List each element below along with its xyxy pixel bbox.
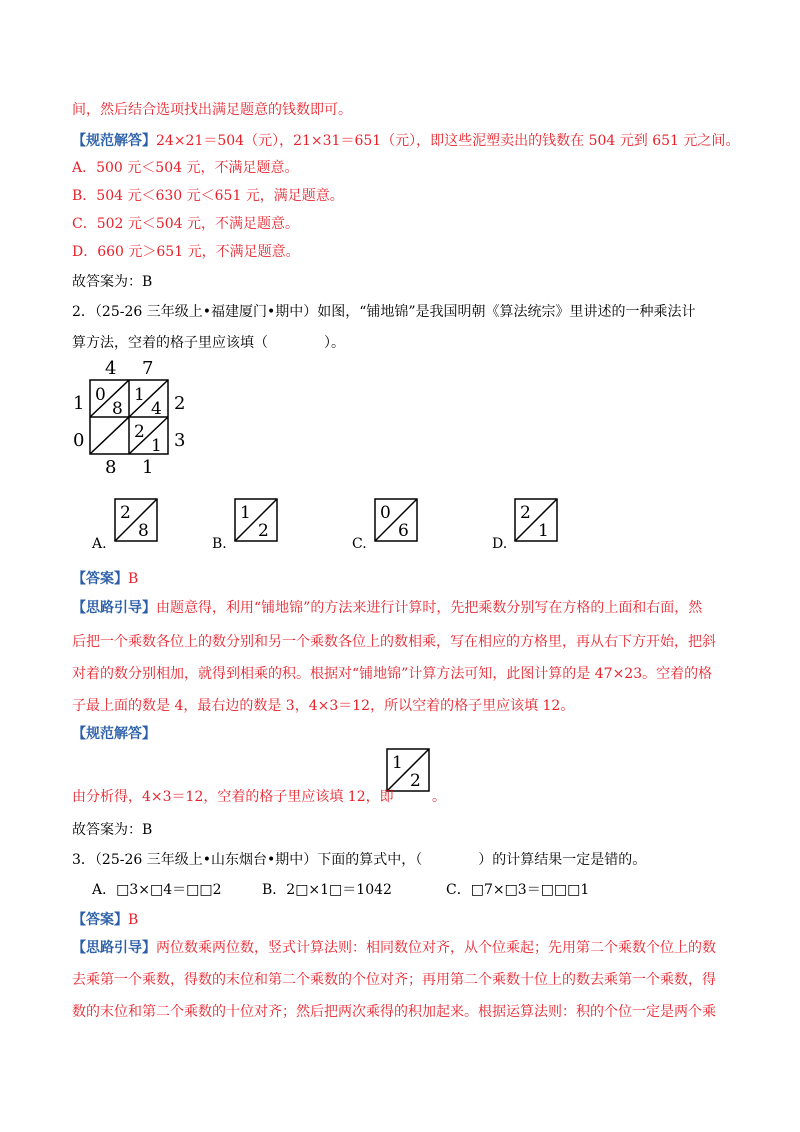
cell-12-tens: 1	[134, 385, 145, 405]
option-a-up: 2	[120, 503, 131, 523]
cell-11-ones: 8	[112, 399, 123, 419]
left-digit-2: 0	[73, 430, 85, 451]
solution-line	[72, 131, 739, 151]
hint-q3-text-1: 两位数乘两位数，竖式计算法则：相同数位对齐，从个位乘起；先用第二个乘数个位上的数	[156, 940, 716, 956]
hint-line-1	[72, 598, 702, 618]
option-b-cell	[234, 498, 278, 542]
option-a-down: 8	[138, 521, 149, 541]
text-line: 间，然后结合选项找出满足题意的钱数即可。	[72, 102, 352, 118]
option-b-up: 1	[240, 503, 251, 523]
solution-cell	[386, 748, 430, 792]
question-2-line1: 2．（25-26 三年级上•福建厦门•期中）如图，“铺地锦”是我国明朝《算法统宗》里讲述的一种乘法计	[72, 304, 696, 320]
right-digit-1: 2	[174, 393, 186, 414]
solution-text: 24×21＝504（元），21×31＝651（元），即这些泥塑卖出的钱数在 504 元到 651 元之间。	[156, 133, 740, 149]
hint-q3-line-3: 数的末位和第二个乘数的十位对齐；然后把两次乘得的积加起来。根据运算法则：积的个位一定是两个乘	[72, 1004, 716, 1020]
option-d-down: 1	[538, 521, 549, 541]
answer-final-q2: 故答案为：B	[72, 822, 153, 838]
question-2-line2: 算方法，空着的格子里应该填（ ）。	[72, 335, 345, 351]
question-3-option-a: A．□3×□4＝□□2	[92, 882, 222, 898]
answer-value-q3: B	[128, 912, 139, 928]
answer-tag-q3: 【答案】	[72, 912, 128, 928]
cell-12-ones: 4	[151, 399, 162, 419]
option-d-line: D．660 元＞651 元，不满足题意。	[72, 244, 300, 260]
option-d-up: 2	[520, 503, 531, 523]
hint-tag-q3: 【思路引导】	[72, 940, 156, 956]
option-a-label: A.	[92, 536, 107, 552]
option-c-up: 0	[380, 503, 391, 523]
answer-line-q2	[72, 569, 138, 589]
option-d-cell	[514, 498, 558, 542]
solution-text-q2: 由分析得，4×3＝12，空着的格子里应该填 12，即	[72, 789, 394, 805]
option-a-cell	[114, 498, 158, 542]
question-3-option-c: C．□7×□3＝□□□1	[446, 882, 590, 898]
answer-tag: 【答案】	[72, 571, 128, 587]
option-d-label: D.	[492, 536, 508, 552]
option-b-down: 2	[258, 521, 269, 541]
hint-tag: 【思路引导】	[72, 600, 156, 616]
hint-q3-line-1	[72, 938, 716, 958]
section-tag: 【规范解答】	[72, 133, 156, 149]
solution-cell-down: 2	[410, 771, 421, 791]
cell-11-tens: 0	[95, 385, 106, 405]
answer-line-q3	[72, 910, 138, 930]
right-digit-2: 3	[174, 430, 186, 451]
hint-q3-line-2: 去乘第一个乘数，得数的末位和第二个乘数的个位对齐；再用第二个乘数十位上的数去乘第一个乘数，得	[72, 972, 716, 988]
option-b-line: B．504 元＜630 元＜651 元，满足题意。	[72, 188, 344, 204]
solution-cell-up: 1	[392, 753, 403, 773]
answer-value: B	[128, 571, 139, 587]
option-c-down: 6	[398, 521, 409, 541]
answer-line: 故答案为：B	[72, 274, 153, 290]
option-c-label: C.	[352, 536, 367, 552]
question-3-option-b: B．2□×1□＝1042	[262, 882, 392, 898]
cell-22-ones: 1	[151, 436, 162, 456]
option-b-label: B.	[212, 536, 227, 552]
hint-line-3: 对着的数分别相加，就得到相乘的积。根据对“铺地锦”计算方法可知，此图计算的是 47×23。空着的格	[72, 666, 713, 682]
cell-22-tens: 2	[134, 422, 145, 442]
question-3-line: 3．（25-26 三年级上•山东烟台•期中）下面的算式中，（ ）的计算结果一定是错的。	[72, 852, 647, 868]
top-digit-2: 7	[142, 358, 154, 379]
solution-end: 。	[432, 789, 446, 805]
top-digit-1: 4	[105, 358, 117, 379]
hint-line-4: 子最上面的数是 4，最右边的数是 3，4×3＝12，所以空着的格子里应该填 12。	[72, 698, 575, 714]
bottom-digit-1: 8	[105, 457, 117, 473]
hint-text-1: 由题意得，利用“铺地锦”的方法来进行计算时，先把乘数分别写在方格的上面和右面，然	[156, 600, 703, 616]
option-a-line: A．500 元＜504 元，不满足题意。	[72, 160, 299, 176]
solution-tag-q2: 【规范解答】	[72, 726, 156, 742]
option-c-line: C．502 元＜504 元，不满足题意。	[72, 216, 300, 232]
option-c-cell	[374, 498, 418, 542]
hint-line-2: 后把一个乘数各位上的数分别和另一个乘数各位上的数相乘，写在相应的方格里，再从右下方开始，把斜	[72, 634, 716, 650]
bottom-digit-2: 1	[142, 457, 154, 473]
lattice-figure	[70, 358, 210, 473]
left-digit-1: 1	[73, 393, 85, 414]
